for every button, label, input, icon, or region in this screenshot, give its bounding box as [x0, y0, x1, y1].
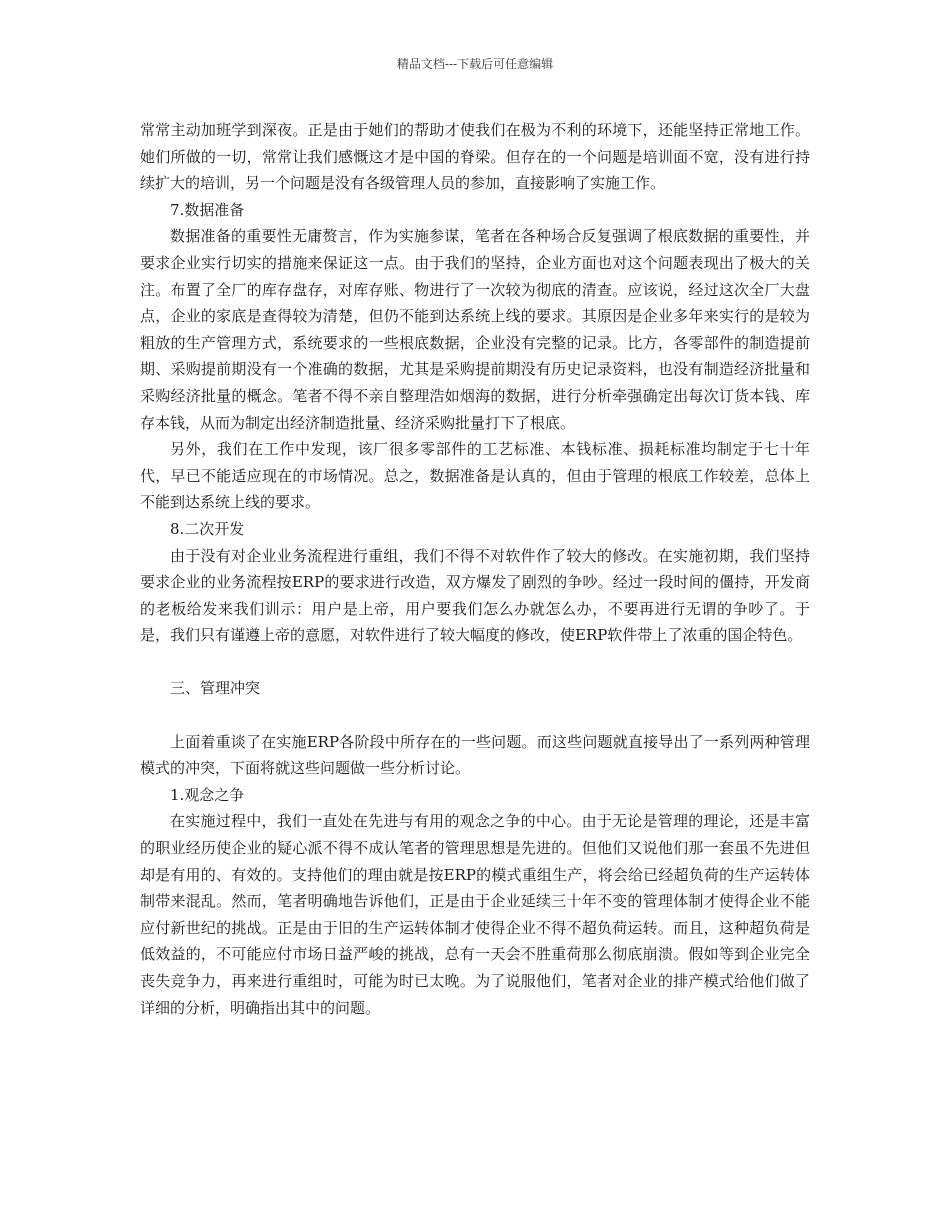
- page-header: 精品文档---下载后可任意编辑: [396, 57, 554, 71]
- paragraph-continued: 常常主动加班学到深夜。正是由于她们的帮助才使我们在极为不利的环境下，还能坚持正常地工作。她们所做的一切，常常让我们感慨这才是中国的脊梁。但存在的一个问题是培训面不宽，没有进行持续扩大的培训，另一个问题是没有各级管理人员的参加，直接影响了实施工作。: [140, 121, 810, 193]
- subheading-secondary-development: 8.二次开发: [170, 519, 245, 538]
- subheading-data-preparation: 7.数据准备: [170, 200, 245, 219]
- paragraph-secondary-development: 由于没有对企业业务流程进行重组，我们不得不对软件作了较大的修改。在实施初期，我们坚持要求企业的业务流程按ERP的要求进行改造，双方爆发了剧烈的争吵。经过一段时间的僵持，开发商的老板给发来我们训示：用户是上帝，用户要我们怎么办就怎么办，不要再进行无谓的争吵了。于是，我们只有谨遵上帝的意愿，对软件进行了较大幅度的修改，使ERP软件带上了浓重的国企特色。: [140, 546, 810, 645]
- paragraph-concept-dispute: 在实施过程中，我们一直处在先进与有用的观念之争的中心。由于无论是管理的理论，还是丰富的职业经历使企业的疑心派不得不成认笔者的管理思想是先进的。但他们又说他们那一套虽不先进但却是有用的、有效的。支持他们的理由就是按ERP的模式重组生产，将会给已经超负荷的生产运转体制带来混乱。然而，笔者明确地告诉他们，正是由于企业延续三十年不变的管理体制才使得企业不能应付新世纪的挑战。正是由于旧的生产运转体制才使得企业不得不超负荷运转。而且，这种超负荷是低效益的，不可能应付市场日益严峻的挑战，总有一天会不胜重荷那么彻底崩溃。假如等到企业完全丧失竞争力，再来进行重组时，可能为时已太晚。为了说服他们，笔者对企业的排产模式给他们做了详细的分析，明确指出其中的问题。: [140, 812, 810, 1017]
- paragraph-standards: 另外，我们在工作中发现，该厂很多零部件的工艺标准、本钱标准、损耗标准均制定于七十年代，早已不能适应现在的市场情况。总之，数据准备是认真的，但由于管理的根底工作较差，总体上不能到达系统上线的要求。: [140, 440, 810, 512]
- paragraph-conflict-intro: 上面着重谈了在实施ERP各阶段中所存在的一些问题。而这些问题就直接导出了一系列两种管理模式的冲突，下面将就这些问题做一些分析讨论。: [140, 732, 810, 778]
- blank-line: [140, 702, 810, 729]
- blank-line: [140, 649, 810, 676]
- document-body: [140, 117, 810, 1021]
- section-heading-management-conflict: 三、管理冲突: [170, 679, 261, 698]
- paragraph-data-preparation: 数据准备的重要性无庸赘言，作为实施参谋，笔者在各种场合反复强调了根底数据的重要性，并要求企业实行切实的措施来保证这一点。由于我们的坚持，企业方面也对这个问题表现出了极大的关注。布置了全厂的库存盘存，对库存账、物进行了一次较为彻底的清查。应该说，经过这次全厂大盘点，企业的家底是查得较为清楚，但仍不能到达系统上线的要求。其原因是企业多年来实行的是较为粗放的生产管理方式，系统要求的一些根底数据，企业没有完整的记录。比方，各零部件的制造提前期、采购提前期没有一个准确的数据，尤其是采购提前期没有历史记录资料，也没有制造经济批量和采购经济批量的概念。笔者不得不亲自整理浩如烟海的数据，进行分析牵强确定出每次订货本钱、库存本钱，从而为制定出经济制造批量、经济采购批量打下了根底。: [140, 227, 810, 432]
- subheading-concept-dispute: 1.观念之争: [170, 785, 245, 804]
